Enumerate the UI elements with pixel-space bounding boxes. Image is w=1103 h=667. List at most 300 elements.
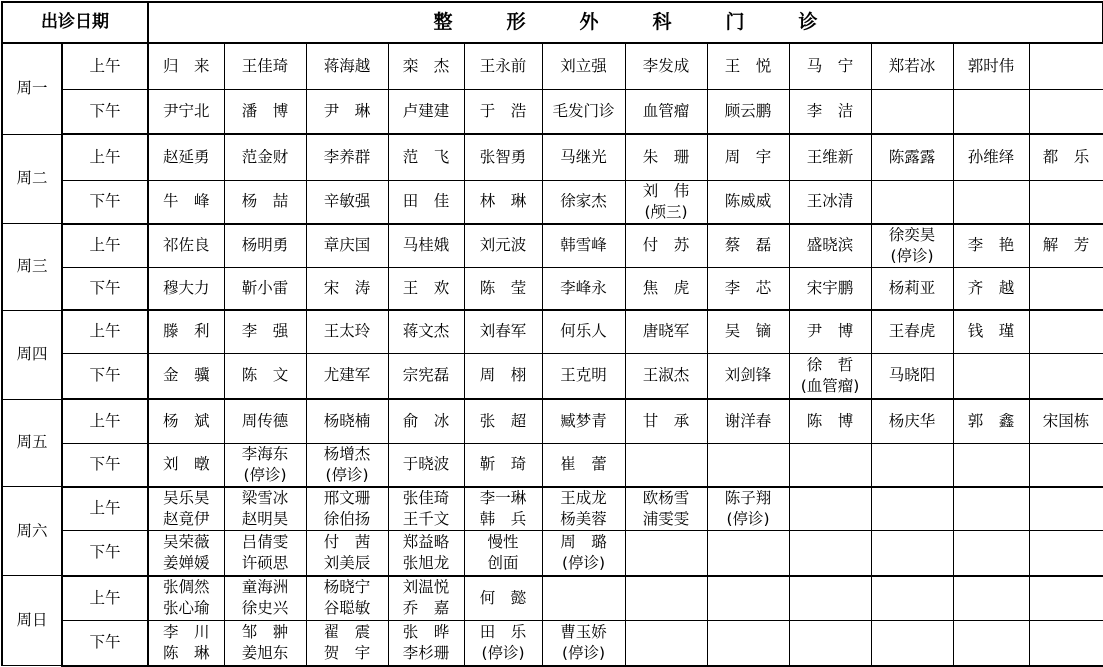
doctor-cell (148, 531, 224, 576)
doctor-cell-line: 郭时伟 (967, 56, 1015, 75)
doctor-cell (871, 267, 953, 310)
doctor-cell-line: 盛晓滨 (806, 236, 854, 254)
doctor-cell-line: 赵竟伊 (162, 509, 210, 528)
doctor-cell (306, 89, 388, 134)
doctor-cell-line: 陈 莹 (479, 278, 527, 297)
doctor-cell-line: 臧梦青 (560, 411, 607, 430)
doctor-cell (542, 531, 625, 576)
doctor-cell-line: 徐奕昊 (888, 225, 936, 244)
empty-cell (1029, 353, 1103, 399)
doctor-cell-line: 崔 蕾 (560, 455, 607, 473)
doctor-cell (464, 531, 542, 576)
doctor-cell-line: 宗宪磊 (402, 366, 450, 385)
doctor-cell-line: 王 欢 (402, 278, 450, 297)
empty-cell (1029, 576, 1103, 621)
schedule-row (2, 267, 1103, 310)
doctor-cell-line: 刘元波 (479, 236, 527, 254)
doctor-cell (871, 399, 953, 443)
doctor-cell-line: 王佳琦 (241, 56, 289, 75)
doctor-cell-line: 徐史兴 (241, 599, 289, 618)
title-char: 门 (725, 11, 745, 33)
doctor-cell-line: 张倜然 (162, 578, 210, 597)
doctor-cell (224, 310, 306, 353)
doctor-cell (464, 134, 542, 180)
doctor-cell (148, 224, 224, 268)
doctor-cell-line: 唐晓军 (642, 322, 690, 341)
doctor-cell-line: 刘美辰 (323, 553, 371, 572)
doctor-cell (148, 267, 224, 310)
period-label: 下午 (62, 621, 148, 666)
doctor-cell-line: 吴 镝 (724, 322, 772, 341)
empty-cell (707, 621, 789, 666)
doctor-cell (306, 267, 388, 310)
doctor-cell-line: 钱 瑾 (967, 322, 1015, 341)
doctor-cell (789, 267, 871, 310)
doctor-cell (224, 353, 306, 399)
doctor-cell-line: 潘 博 (241, 101, 289, 120)
doctor-cell-line: 刘 暾 (162, 455, 210, 473)
doctor-cell (464, 180, 542, 224)
doctor-cell-line: 宋国栋 (1042, 411, 1090, 430)
doctor-cell (306, 180, 388, 224)
doctor-cell-line: 陈露露 (888, 147, 936, 166)
doctor-cell (707, 134, 789, 180)
doctor-cell-line: (停诊) (481, 643, 525, 662)
doctor-cell-line: 范金财 (241, 147, 289, 166)
doctor-cell (542, 43, 625, 89)
doctor-cell (464, 89, 542, 134)
empty-cell (953, 487, 1029, 531)
empty-cell (953, 576, 1029, 621)
doctor-cell-line: 徐家杰 (560, 192, 607, 210)
doctor-cell (464, 443, 542, 487)
period-label: 下午 (62, 353, 148, 399)
doctor-cell (542, 399, 625, 443)
doctor-cell (953, 224, 1029, 268)
doctor-cell-line: 欧杨雪 (642, 488, 690, 507)
empty-cell (871, 89, 953, 134)
doctor-cell-line: 金 骥 (162, 366, 210, 385)
schedule-body (2, 2, 1103, 666)
doctor-cell (388, 443, 464, 487)
doctor-cell-line: 杨晓楠 (323, 411, 371, 430)
doctor-cell-line: 王千文 (402, 509, 450, 528)
doctor-cell (464, 267, 542, 310)
empty-cell (1029, 621, 1103, 666)
doctor-cell-line: 李 洁 (806, 101, 854, 120)
doctor-cell-line: 蒋海越 (323, 56, 371, 75)
doctor-cell-line: 林 琳 (479, 192, 527, 210)
doctor-cell-line: 谢洋春 (724, 411, 772, 430)
doctor-cell-line: 俞 冰 (402, 411, 450, 430)
empty-cell (953, 89, 1029, 134)
doctor-cell (224, 224, 306, 268)
doctor-cell (388, 134, 464, 180)
doctor-cell-line: 蔡 磊 (724, 236, 772, 254)
doctor-cell (148, 399, 224, 443)
empty-cell (871, 531, 953, 576)
schedule-row (2, 224, 1103, 268)
empty-cell (953, 180, 1029, 224)
empty-cell (542, 576, 625, 621)
doctor-cell (707, 89, 789, 134)
period-label: 下午 (62, 267, 148, 310)
doctor-cell (306, 443, 388, 487)
doctor-cell (1029, 399, 1103, 443)
doctor-cell-line: 孙维绎 (967, 147, 1015, 166)
doctor-cell (625, 43, 707, 89)
empty-cell (1029, 267, 1103, 310)
empty-cell (789, 621, 871, 666)
doctor-cell-line: 宋宇鹏 (806, 278, 854, 297)
doctor-cell (871, 310, 953, 353)
doctor-cell (306, 576, 388, 621)
schedule-row (2, 443, 1103, 487)
doctor-cell (707, 180, 789, 224)
doctor-cell-line: 许硕思 (241, 553, 289, 572)
doctor-cell-line: (颅三) (644, 202, 688, 221)
doctor-cell-line: 周 璐 (560, 532, 607, 551)
doctor-cell-line: 于晓波 (402, 455, 450, 473)
doctor-cell-line: 靳 琦 (479, 455, 527, 473)
doctor-cell (871, 134, 953, 180)
doctor-cell-line: 付 苏 (642, 236, 690, 254)
day-label: 周日 (2, 576, 62, 666)
doctor-cell-line: 刘温悦 (402, 578, 450, 597)
doctor-cell-line: (停诊) (561, 643, 606, 662)
doctor-cell (148, 310, 224, 353)
day-label: 周六 (2, 487, 62, 576)
schedule-row (2, 531, 1103, 576)
doctor-cell-line: 郑若冰 (888, 56, 936, 75)
doctor-cell-line: 杨晓宁 (323, 578, 371, 597)
empty-cell (1029, 487, 1103, 531)
doctor-cell-line: 李 强 (241, 322, 289, 341)
doctor-cell (148, 576, 224, 621)
doctor-cell-line: 周 栩 (479, 366, 527, 385)
doctor-cell (306, 353, 388, 399)
doctor-cell (388, 576, 464, 621)
doctor-cell (224, 443, 306, 487)
doctor-cell-line: (血管瘤) (800, 376, 860, 395)
doctor-cell (542, 310, 625, 353)
doctor-cell-line: 祁佐良 (162, 236, 210, 254)
day-label: 周三 (2, 224, 62, 311)
doctor-cell-line: 邹 翀 (241, 622, 289, 641)
empty-cell (1029, 89, 1103, 134)
doctor-cell-line: 刘 伟 (642, 181, 690, 200)
doctor-cell (388, 353, 464, 399)
doctor-cell (871, 43, 953, 89)
period-label: 下午 (62, 180, 148, 224)
doctor-cell-line: 付 茜 (323, 532, 371, 551)
doctor-cell-line: 李养群 (323, 147, 371, 166)
doctor-cell-line: 辛敏强 (323, 192, 371, 210)
empty-cell (953, 621, 1029, 666)
doctor-cell (542, 353, 625, 399)
period-label: 下午 (62, 443, 148, 487)
doctor-cell (953, 399, 1029, 443)
title-char: 形 (506, 11, 526, 33)
empty-cell (871, 487, 953, 531)
empty-cell (871, 443, 953, 487)
doctor-cell-line: 栾 杰 (402, 56, 450, 75)
doctor-cell-line: 刘剑锋 (724, 366, 772, 385)
doctor-cell-line: 牛 峰 (162, 192, 210, 210)
department-title (148, 2, 1103, 43)
doctor-cell-line: 杨庆华 (888, 411, 936, 430)
doctor-cell (388, 531, 464, 576)
doctor-cell (707, 267, 789, 310)
doctor-cell-line: 曹玉娇 (560, 622, 607, 641)
doctor-cell-line: 归 来 (162, 56, 210, 75)
doctor-cell (306, 224, 388, 268)
doctor-cell (388, 43, 464, 89)
doctor-cell (306, 487, 388, 531)
schedule-row (2, 310, 1103, 353)
doctor-cell (542, 134, 625, 180)
doctor-cell-line: (停诊) (726, 509, 770, 528)
empty-cell (707, 576, 789, 621)
doctor-cell-line: 马 宁 (806, 56, 854, 75)
doctor-cell-line: 郭 鑫 (967, 411, 1015, 430)
doctor-cell (707, 224, 789, 268)
doctor-cell-line: 杨增杰 (323, 444, 371, 463)
period-label: 下午 (62, 89, 148, 134)
doctor-cell-line: 吴荣薇 (162, 532, 210, 551)
doctor-cell-line: 王春虎 (888, 322, 936, 341)
doctor-cell (625, 224, 707, 268)
doctor-cell (464, 353, 542, 399)
doctor-cell (625, 310, 707, 353)
doctor-cell-line: 王冰清 (806, 192, 854, 210)
doctor-cell-line: 陈 文 (241, 366, 289, 385)
header-row (2, 2, 1103, 43)
doctor-cell (625, 134, 707, 180)
doctor-cell-line: 周 宇 (724, 147, 772, 166)
doctor-cell (789, 43, 871, 89)
doctor-cell-line: 李峰永 (560, 278, 607, 297)
doctor-cell (306, 399, 388, 443)
doctor-cell-line: 马桂娥 (402, 236, 450, 254)
doctor-cell (789, 310, 871, 353)
doctor-cell (464, 576, 542, 621)
period-label: 上午 (62, 399, 148, 443)
title-char: 整 (433, 11, 453, 33)
doctor-cell-line: 都 乐 (1042, 147, 1090, 166)
doctor-cell (224, 399, 306, 443)
doctor-cell-line: 王成龙 (560, 488, 607, 507)
doctor-cell (953, 310, 1029, 353)
doctor-cell (953, 267, 1029, 310)
doctor-cell-line: 张心瑜 (162, 599, 210, 618)
schedule-row (2, 134, 1103, 180)
doctor-cell-line: 童海洲 (241, 578, 289, 597)
doctor-cell (625, 180, 707, 224)
doctor-cell (148, 353, 224, 399)
period-label: 上午 (62, 43, 148, 89)
doctor-cell-line: 田 佳 (402, 192, 450, 210)
empty-cell (625, 443, 707, 487)
doctor-cell-line: 卢建建 (402, 101, 450, 120)
title-char: 外 (579, 11, 599, 33)
doctor-cell-line: 王克明 (560, 366, 607, 385)
doctor-cell-line: 蒋文杰 (402, 322, 450, 341)
doctor-cell (148, 89, 224, 134)
doctor-cell (789, 399, 871, 443)
doctor-cell (224, 621, 306, 666)
doctor-cell-line: (停诊) (325, 465, 369, 484)
doctor-cell (464, 224, 542, 268)
doctor-cell (464, 310, 542, 353)
empty-cell (1029, 531, 1103, 576)
doctor-cell-line: 姜旭东 (241, 643, 289, 662)
doctor-cell-line: 滕 利 (162, 322, 210, 341)
doctor-cell-line: 朱 珊 (642, 147, 690, 166)
doctor-cell-line: 李发成 (642, 56, 690, 75)
doctor-cell (953, 134, 1029, 180)
doctor-cell (224, 134, 306, 180)
empty-cell (1029, 43, 1103, 89)
doctor-cell (542, 89, 625, 134)
schedule-row (2, 89, 1103, 134)
doctor-cell-line: 陈 琳 (162, 643, 210, 662)
day-label: 周五 (2, 399, 62, 487)
doctor-cell (388, 224, 464, 268)
doctor-cell-line: 齐 越 (967, 278, 1015, 297)
doctor-cell-line: 马继光 (560, 147, 607, 166)
doctor-cell-line: 杨 斌 (162, 411, 210, 430)
doctor-cell-line: 尤建军 (323, 366, 371, 385)
doctor-cell-line: 张 晔 (402, 622, 450, 641)
doctor-cell (1029, 134, 1103, 180)
doctor-cell (707, 487, 789, 531)
doctor-cell-line: 周传德 (241, 411, 289, 430)
schedule-row (2, 353, 1103, 399)
doctor-cell-line: 血管瘤 (642, 101, 690, 120)
doctor-cell-line: 焦 虎 (642, 278, 690, 297)
doctor-cell (542, 621, 625, 666)
period-label: 上午 (62, 310, 148, 353)
clinic-schedule-table (1, 1, 1103, 667)
doctor-cell (224, 180, 306, 224)
doctor-cell (871, 353, 953, 399)
doctor-cell-line: 尹宁北 (162, 101, 210, 120)
doctor-cell (306, 621, 388, 666)
empty-cell (1029, 310, 1103, 353)
doctor-cell (388, 487, 464, 531)
doctor-cell (464, 43, 542, 89)
doctor-cell (953, 43, 1029, 89)
doctor-cell (224, 89, 306, 134)
doctor-cell-line: 杨明勇 (241, 236, 289, 254)
doctor-cell (789, 89, 871, 134)
empty-cell (789, 487, 871, 531)
title-char: 诊 (798, 11, 818, 33)
doctor-cell-line: 浦雯雯 (642, 509, 690, 528)
doctor-cell-line: 王维新 (806, 147, 854, 166)
doctor-cell-line: 范 飞 (402, 147, 450, 166)
doctor-cell-line: 王永前 (479, 56, 527, 75)
doctor-cell (224, 576, 306, 621)
doctor-cell (388, 267, 464, 310)
doctor-cell-line: (停诊) (243, 465, 287, 484)
doctor-cell (306, 310, 388, 353)
doctor-cell (148, 43, 224, 89)
doctor-cell (789, 134, 871, 180)
doctor-cell-line: 谷聪敏 (323, 599, 371, 618)
doctor-cell-line: 杨美蓉 (560, 509, 607, 528)
doctor-cell-line: 顾云鹏 (724, 101, 772, 120)
doctor-cell-line: 陈威威 (724, 192, 772, 210)
date-column-header: 出诊日期 (2, 2, 148, 43)
doctor-cell (306, 134, 388, 180)
period-label: 上午 (62, 576, 148, 621)
doctor-cell (625, 89, 707, 134)
doctor-cell (388, 399, 464, 443)
empty-cell (953, 353, 1029, 399)
doctor-cell-line: 于 浩 (479, 101, 527, 120)
doctor-cell-line: 徐 哲 (806, 355, 854, 374)
doctor-cell-line: 吕倩雯 (241, 532, 289, 551)
doctor-cell (388, 621, 464, 666)
schedule-row (2, 621, 1103, 666)
doctor-cell (148, 487, 224, 531)
doctor-cell-line: 赵延勇 (162, 147, 210, 166)
doctor-cell-line: 韩 兵 (479, 509, 527, 528)
doctor-cell-line: 何乐人 (560, 322, 607, 341)
empty-cell (789, 576, 871, 621)
doctor-cell-line: 吴乐昊 (162, 488, 210, 507)
doctor-cell-line: 甘 承 (642, 411, 690, 430)
doctor-cell (148, 134, 224, 180)
day-label: 周一 (2, 43, 62, 134)
period-label: 上午 (62, 224, 148, 268)
doctor-cell-line: 李 艳 (967, 236, 1015, 254)
doctor-cell-line: 韩雪峰 (560, 236, 607, 254)
period-label: 上午 (62, 134, 148, 180)
doctor-cell-line: 李杉珊 (402, 643, 450, 662)
empty-cell (789, 531, 871, 576)
doctor-cell-line: 张佳琦 (402, 488, 450, 507)
schedule-row (2, 399, 1103, 443)
doctor-cell-line: 宋 涛 (323, 278, 371, 297)
schedule-row (2, 576, 1103, 621)
doctor-cell (1029, 224, 1103, 268)
doctor-cell (224, 487, 306, 531)
empty-cell (625, 621, 707, 666)
doctor-cell (789, 353, 871, 399)
empty-cell (871, 621, 953, 666)
doctor-cell-line: (停诊) (890, 246, 934, 265)
doctor-cell-line: 刘立强 (560, 56, 607, 75)
doctor-cell-line: 张智勇 (479, 147, 527, 166)
doctor-cell-line: 李一琳 (479, 488, 527, 507)
doctor-cell-line: 张旭龙 (402, 553, 450, 572)
doctor-cell-line: 梁雪冰 (241, 488, 289, 507)
doctor-cell-line: 毛发门诊 (552, 101, 615, 120)
doctor-cell (542, 180, 625, 224)
empty-cell (707, 531, 789, 576)
doctor-cell-line: 慢性 (487, 532, 519, 551)
doctor-cell-line: 张 超 (479, 411, 527, 430)
doctor-cell (224, 43, 306, 89)
doctor-cell-line: 陈 博 (806, 411, 854, 430)
doctor-cell-line: 杨莉亚 (888, 278, 936, 297)
doctor-cell-line: 田 乐 (479, 622, 527, 641)
empty-cell (871, 576, 953, 621)
doctor-cell (707, 310, 789, 353)
